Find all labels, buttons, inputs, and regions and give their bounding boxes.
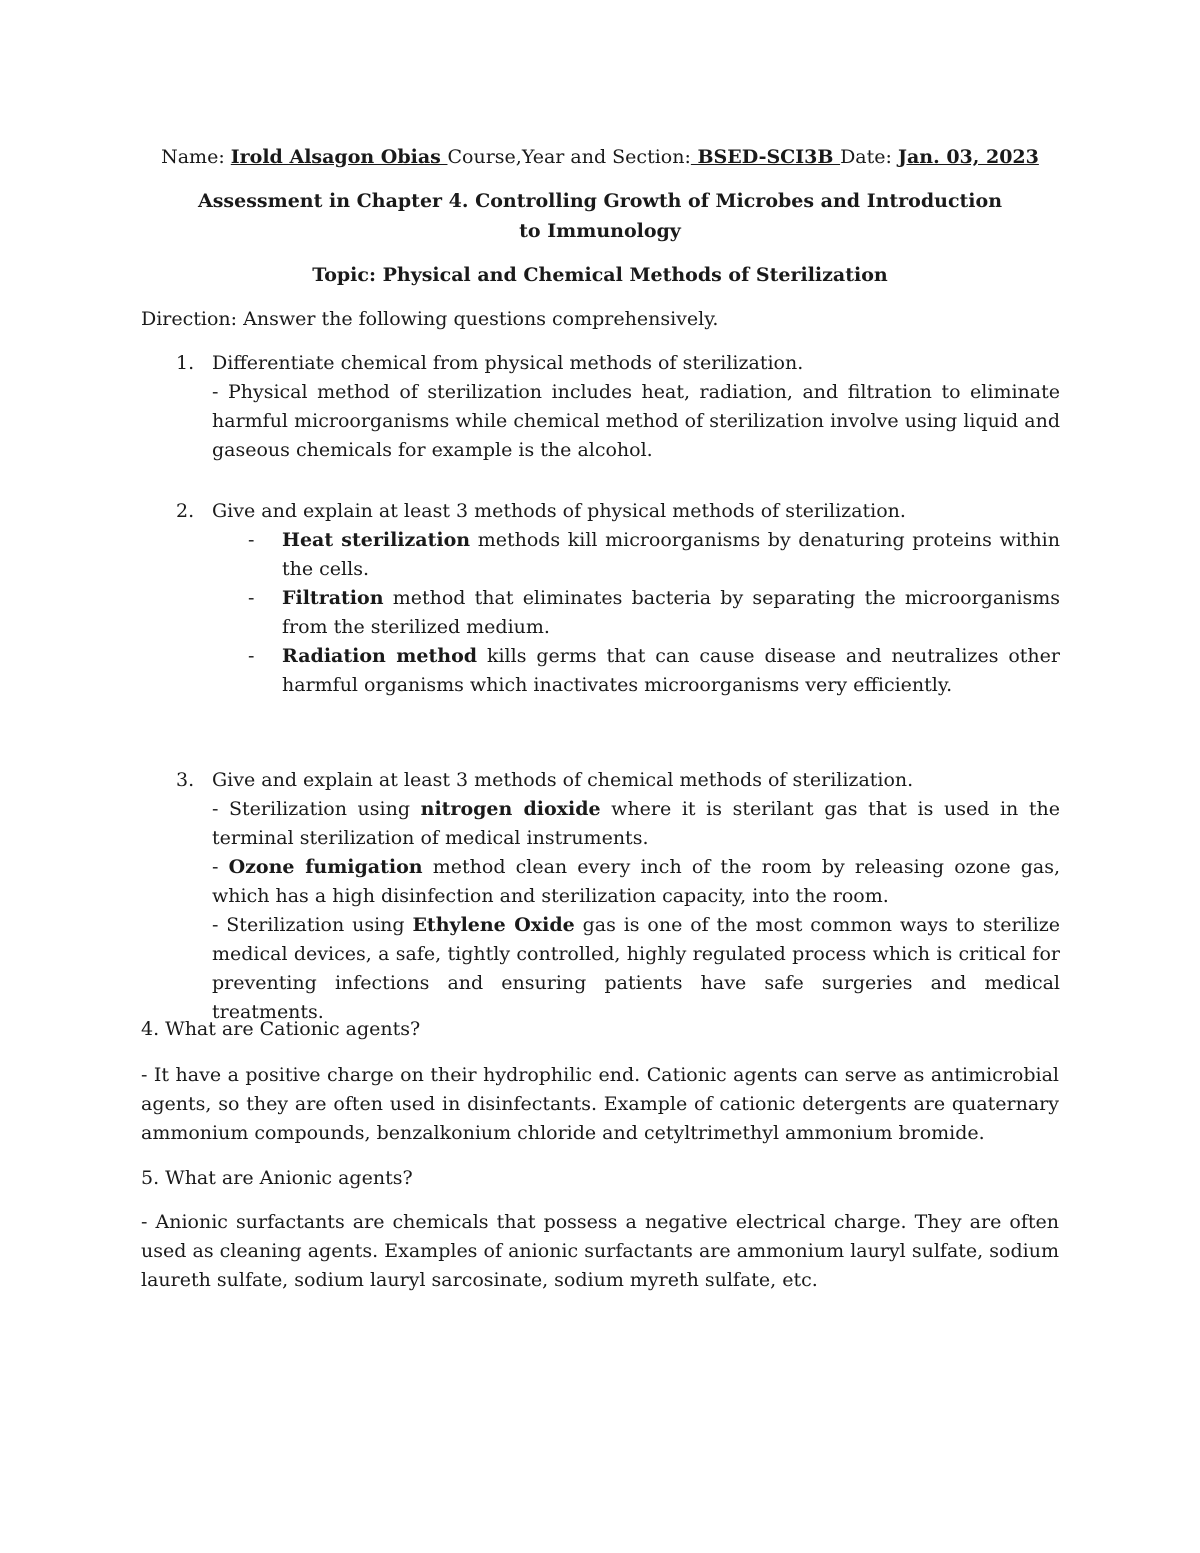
header-line <box>0 143 1200 172</box>
item-term: Radiation method <box>282 645 478 667</box>
date-label: Date: <box>840 146 898 168</box>
item-prefix: - Sterilization using <box>212 798 421 820</box>
answer-text: - Physical method of sterilization includes heat, radiation, and filtration to eliminate harmful microorganisms while chemical method of sterilization involve using liquid and gaseous chemicals for example is the alcohol. <box>212 381 1060 461</box>
item-term: Ozone fumigation <box>228 856 423 878</box>
date-value: Jan. 03, 2023 <box>897 146 1039 168</box>
item-text: gas is one of the most common ways to sterilize medical devices, a safe, tightly controlled, highly regulated process which is critical for preventing infections and ensuring patients have safe surgeries and medical treatments. <box>212 914 1061 1023</box>
bullet-dash: - <box>248 529 255 551</box>
question-number: 1. <box>176 352 195 374</box>
course-value: BSED-SCI3B <box>690 146 841 168</box>
item-term: Ethylene Oxide <box>412 914 575 936</box>
name-label: Name: <box>161 146 231 168</box>
topic-heading: Topic: Physical and Chemical Methods of Sterilization <box>312 264 888 286</box>
direction-text: Direction: Answer the following questions comprehensively. <box>141 308 719 330</box>
question-text: Give and explain at least 3 methods of chemical methods of sterilization. <box>212 769 914 791</box>
question-number: 2. <box>176 500 195 522</box>
item-text: methods kill microorganisms by denaturing proteins within the cells. <box>282 529 1060 580</box>
bullet-dash: - <box>248 645 255 667</box>
item-text: method clean every inch of the room by releasing ozone gas, which has a high disinfection and sterilization capacity, into the room. <box>212 856 1060 907</box>
question-5-answer: - Anionic surfactants are chemicals that possess a negative electrical charge. They are often used as cleaning agents. Examples of anionic surfactants are ammonium lauryl sulfate, sodium laureth sulfate, sodium lauryl sarcosinate, sodium myreth sulfate, etc. <box>141 1211 1059 1291</box>
question-4-answer: - It have a positive charge on their hydrophilic end. Cationic agents can serve as antimicrobial agents, so they are often used in disinfectants. Example of cationic detergents are quaternary ammonium compounds, benzalkonium chloride and cetyltrimethyl ammonium bromide. <box>141 1064 1059 1144</box>
list-item <box>212 526 1060 584</box>
item-term: Heat sterilization <box>282 529 471 551</box>
item-term: nitrogen dioxide <box>420 798 601 820</box>
item-prefix: - <box>212 856 229 878</box>
list-item <box>212 911 1060 1027</box>
item-text: method that eliminates bacteria by separating the microorganisms from the sterilized medium. <box>282 587 1060 638</box>
list-item <box>212 853 1060 911</box>
item-prefix: - Sterilization using <box>212 914 413 936</box>
name-value: Irold Alsagon Obias <box>230 146 448 168</box>
course-label: Course,Year and Section: <box>447 146 691 168</box>
list-item <box>212 642 1060 700</box>
question-text: Give and explain at least 3 methods of physical methods of sterilization. <box>212 500 906 522</box>
bullet-dash: - <box>248 587 255 609</box>
question-number: 3. <box>176 769 195 791</box>
list-item <box>212 584 1060 642</box>
item-text: kills germs that can cause disease and neutralizes other harmful organisms which inactivates microorganisms very efficiently. <box>282 645 1060 696</box>
list-item <box>212 795 1060 853</box>
question-4-text: 4. What are Cationic agents? <box>141 1018 421 1040</box>
item-term: Filtration <box>282 587 384 609</box>
item-text: where it is sterilant gas that is used in the terminal sterilization of medical instruments. <box>212 798 1060 849</box>
assessment-title: Assessment in Chapter 4. Controlling Growth of Microbes and Introduction to Immunology <box>197 190 1003 242</box>
question-text: Differentiate chemical from physical methods of sterilization. <box>212 352 804 374</box>
question-5-text: 5. What are Anionic agents? <box>141 1167 413 1189</box>
